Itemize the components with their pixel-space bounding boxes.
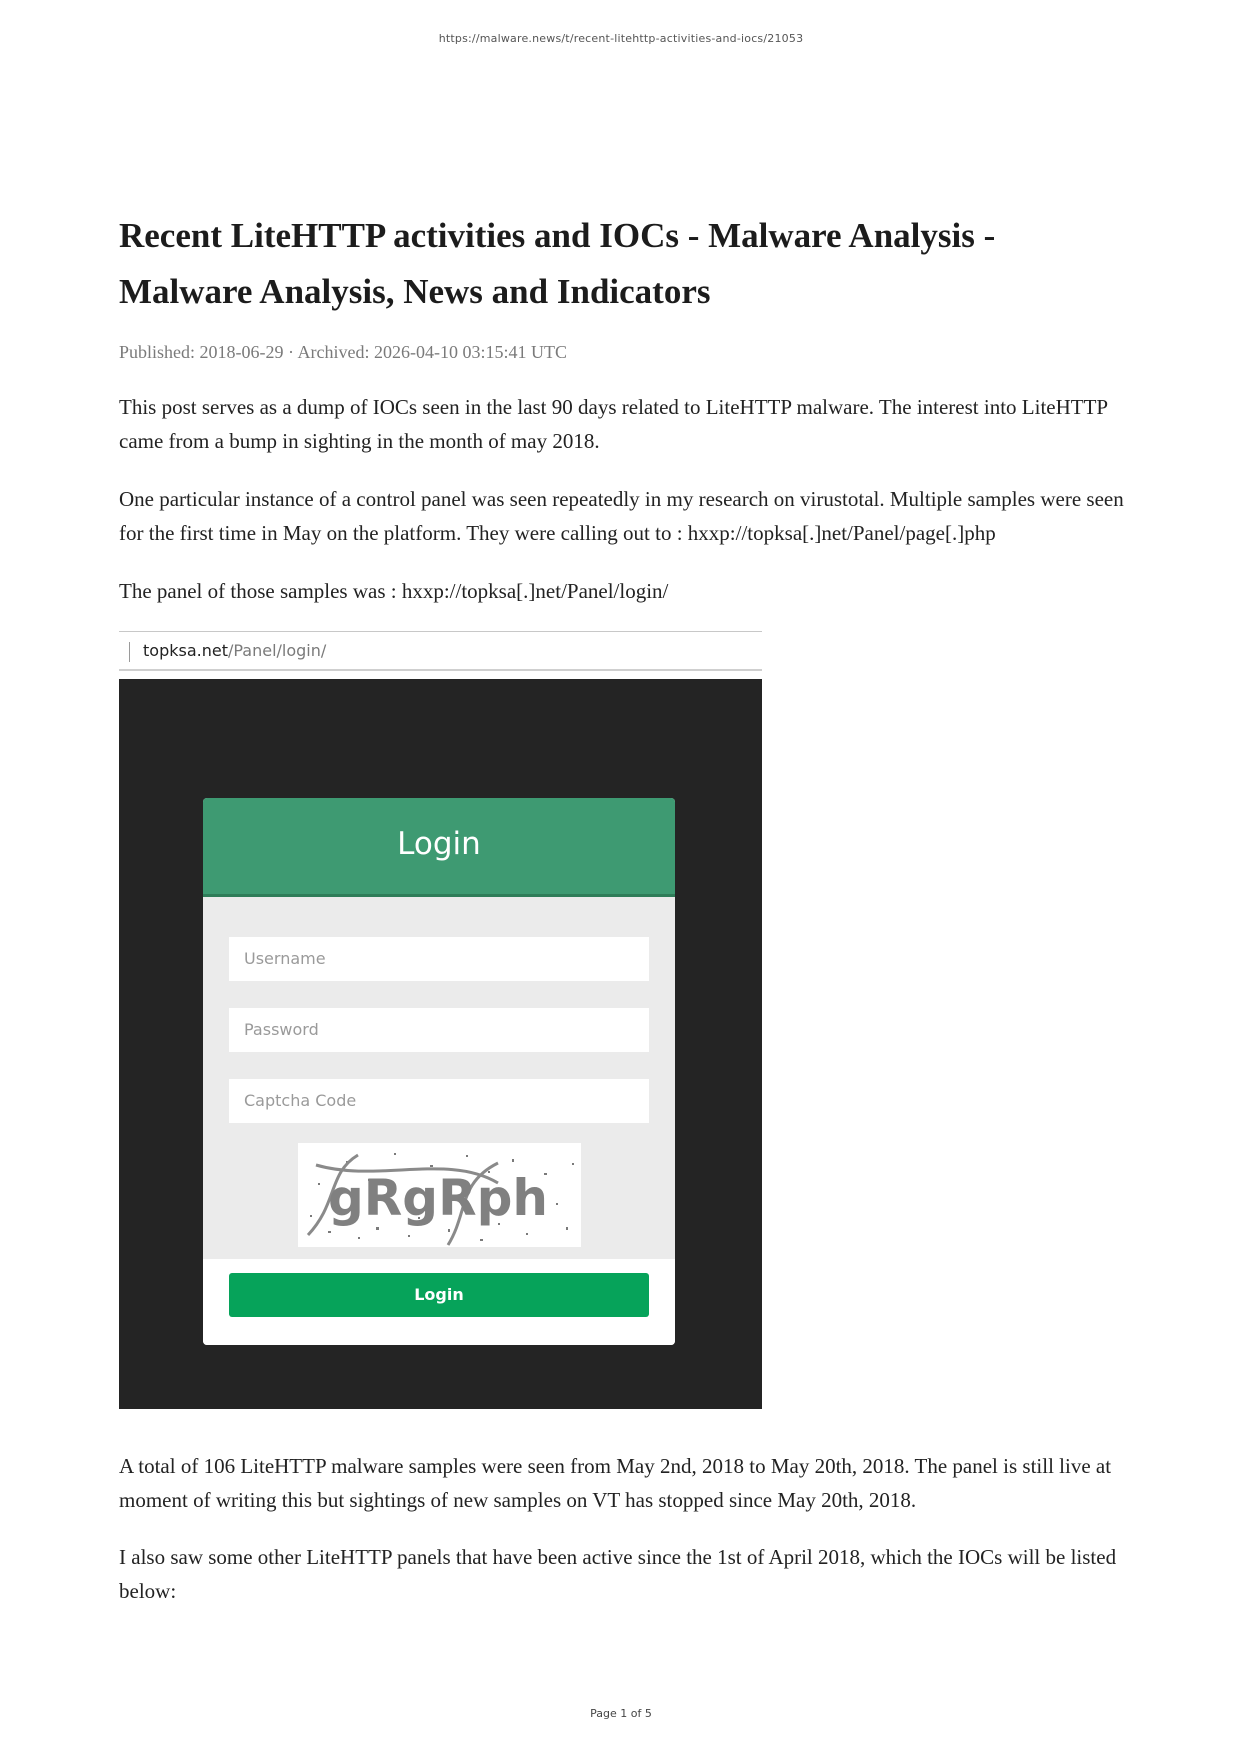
page-title: Recent LiteHTTP activities and IOCs - Malware Analysis - Malware Analysis, News and Indicators bbox=[119, 216, 996, 311]
login-card bbox=[203, 798, 675, 1345]
screenshot-page-backdrop bbox=[119, 679, 762, 1409]
captcha-text: gRgRph bbox=[328, 1169, 548, 1227]
article-meta: Published: 2018-06-29 · Archived: 2026-04-10 03:15:41 UTC bbox=[119, 342, 567, 362]
paragraph-other-panels: I also saw some other LiteHTTP panels that have been active since the 1st of April 2018, which the IOCs will be listed below: bbox=[119, 1545, 1117, 1603]
page-number: Page 1 of 5 bbox=[590, 1707, 652, 1720]
login-card-footer bbox=[203, 1259, 675, 1345]
paragraph-control-panel: One particular instance of a control panel was seen repeatedly in my research on virustotal. Multiple samples were seen for the first time in May on the platform. They were calling out to : hxxp://topksa[.]net/Panel/page[.]php bbox=[119, 487, 1124, 545]
login-card-header bbox=[203, 798, 675, 897]
password-field: Password bbox=[229, 1008, 649, 1052]
login-title: Login bbox=[397, 826, 481, 862]
header-url: https://malware.news/t/recent-litehttp-activities-and-iocs/21053 bbox=[438, 32, 804, 45]
paragraph-intro: This post serves as a dump of IOCs seen in the last 90 days related to LiteHTTP malware. The interest into LiteHTTP came from a bump in sighting in the month of may 2018. bbox=[119, 395, 1108, 453]
captcha-graphic bbox=[298, 1143, 581, 1247]
screenshot-url-domain: topksa.net bbox=[143, 641, 228, 660]
username-field: Username bbox=[229, 937, 649, 981]
screenshot-address-bar bbox=[119, 631, 762, 671]
login-button: Login bbox=[229, 1273, 649, 1317]
panel-screenshot bbox=[119, 631, 762, 1409]
screenshot-url bbox=[143, 641, 326, 660]
address-bar-divider bbox=[129, 642, 130, 662]
paragraph-panel-url: The panel of those samples was : hxxp://topksa[.]net/Panel/login/ bbox=[119, 579, 669, 603]
captcha-field: Captcha Code bbox=[229, 1079, 649, 1123]
captcha-image bbox=[298, 1143, 581, 1247]
paragraph-sample-count: A total of 106 LiteHTTP malware samples were seen from May 2nd, 2018 to May 20th, 2018. The panel is still live at moment of writing this but sightings of new samples on VT has stopped since May 20th, 2018. bbox=[119, 1454, 1112, 1512]
screenshot-url-path: /Panel/login/ bbox=[227, 641, 327, 660]
